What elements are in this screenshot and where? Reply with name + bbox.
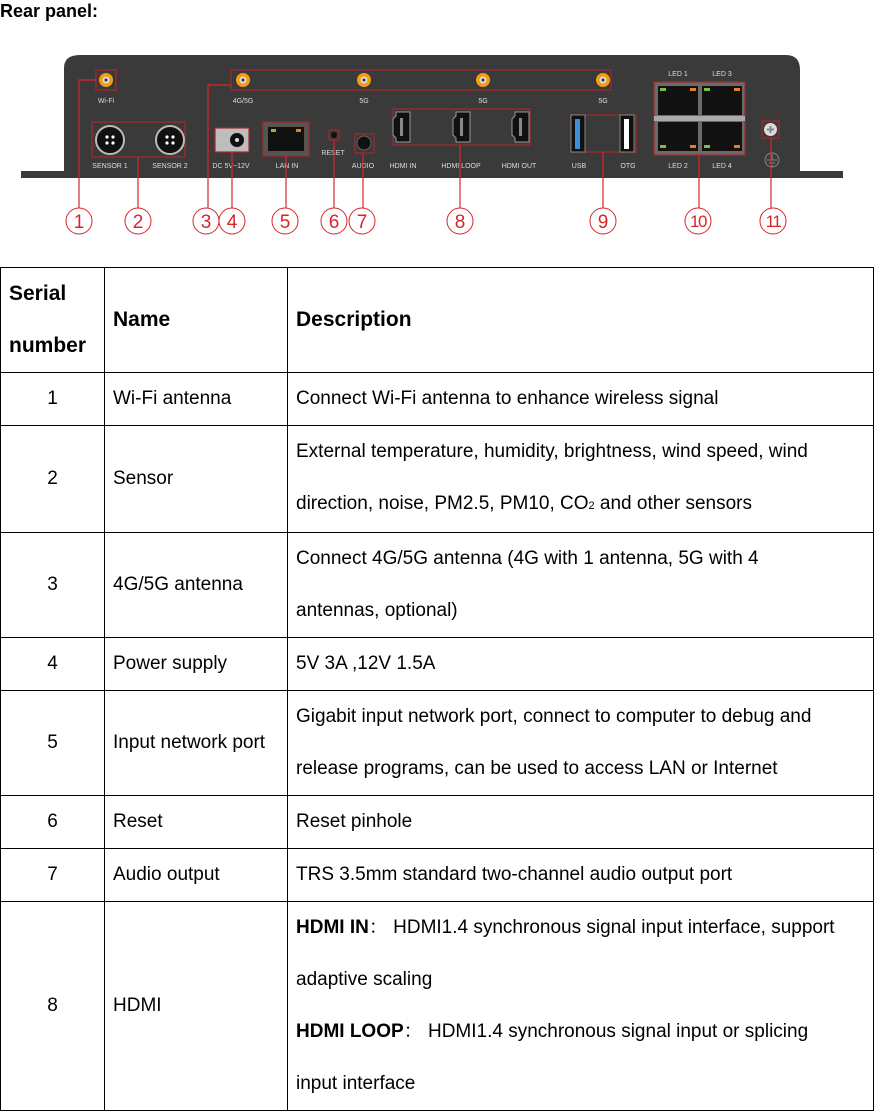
header-serial-number: Serial number [1,268,105,373]
otg-port-icon [620,115,634,152]
rear-panel-diagram [0,40,874,240]
label-led2: LED 2 [668,163,688,170]
lan-in-port-icon [263,122,309,156]
callout-1 [66,208,92,234]
antenna-5g-3-icon [596,73,610,87]
table-row [1,691,874,796]
section-title: Rear panel: [0,1,99,21]
label-otg: OTG [620,163,636,170]
cell-description: Connect 4G/5G antenna (4G with 1 antenna, 5G with 4 antennas, optional) [288,533,874,638]
cell-name: 4G/5G antenna [105,533,288,638]
header-name: Name [105,268,288,373]
table-row [1,638,874,691]
callout-8 [447,208,473,234]
cell-serial: 1 [1,373,105,426]
callout-11 [760,208,786,234]
sensor1-connector-icon [96,126,124,154]
antenna-5g-1-icon [357,73,371,87]
cell-serial: 5 [1,691,105,796]
header-description: Description [288,268,874,373]
label-sensor1: SENSOR 1 [92,163,128,170]
table-header-row [1,268,874,373]
label-5g-2: 5G [478,98,488,105]
cell-serial: 6 [1,796,105,849]
cell-name: Reset [105,796,288,849]
cell-name: HDMI [105,902,288,1111]
led-ports-icon [654,82,745,155]
svg-text:11: 11 [765,212,781,231]
label-5g-3: 5G [598,98,608,105]
callout-7 [349,208,375,234]
cell-name: Sensor [105,426,288,533]
antenna-4g5g-icon [236,73,250,87]
svg-text:10: 10 [690,212,706,231]
callout-4 [219,208,245,234]
hdmi-out-port-icon [512,112,529,142]
label-reset: RESET [321,150,345,157]
cell-name: Power supply [105,638,288,691]
label-sensor2: SENSOR 2 [152,163,188,170]
label-led1: LED 1 [668,71,688,78]
label-hdmi-out: HDMI OUT [501,163,537,170]
cell-description: HDMI IN： HDMI1.4 synchronous signal input interface, support adaptive scaling HDMI LOOP： HDMI1.4 synchronous signal input or splicing input interface [288,902,874,1111]
svg-text:4: 4 [226,212,238,233]
callout-6 [321,208,347,234]
antenna-5g-2-icon [476,73,490,87]
label-wifi: Wi-Fi [97,98,115,105]
cell-serial: 8 [1,902,105,1111]
table-row [1,902,874,1111]
callout-9 [590,208,616,234]
cell-description: TRS 3.5mm standard two-channel audio output port [288,849,874,902]
svg-text:1: 1 [73,212,85,233]
cell-description: Gigabit input network port, connect to computer to debug and release programs, can be used to access LAN or Internet [288,691,874,796]
hdmi-in-term: HDMI IN [296,917,369,938]
cell-serial: 2 [1,426,105,533]
cell-description: External temperature, humidity, brightness, wind speed, wind direction, noise, PM2.5, PM10, CO2 and other sensors [288,426,874,533]
label-5g-1: 5G [359,98,369,105]
svg-text:2: 2 [132,212,144,233]
label-led4: LED 4 [712,163,732,170]
svg-text:9: 9 [597,212,609,233]
svg-text:7: 7 [356,212,368,233]
table-row [1,533,874,638]
sensor2-connector-icon [156,126,184,154]
label-usb: USB [571,163,587,170]
label-led3: LED 3 [712,71,732,78]
rear-panel-spec-table [0,267,874,1111]
label-hdmi-in: HDMI IN [389,163,417,170]
callout-2 [125,208,151,234]
cell-name: Audio output [105,849,288,902]
cell-serial: 4 [1,638,105,691]
callout-5 [272,208,298,234]
rear-panel-svg [0,40,874,240]
cell-description: 5V 3A ,12V 1.5A [288,638,874,691]
cell-serial: 3 [1,533,105,638]
label-audio: AUDIO [351,163,375,170]
label-hdmi-loop: HDMI LOOP [441,163,481,170]
svg-text:8: 8 [454,212,466,233]
callout-10 [685,208,711,234]
label-lan-in: LAN IN [275,163,299,170]
svg-text:3: 3 [200,212,212,233]
table-row [1,796,874,849]
table-row [1,426,874,533]
usb-port-icon [571,115,585,152]
hdmi-in-port-icon [393,112,410,142]
cell-description: Reset pinhole [288,796,874,849]
cell-serial: 7 [1,849,105,902]
svg-text:6: 6 [328,212,340,233]
svg-text:5: 5 [279,212,291,233]
table-row [1,373,874,426]
cell-description: Connect Wi-Fi antenna to enhance wireless signal [288,373,874,426]
table-row [1,849,874,902]
label-dc: DC 5V~12V [212,163,250,170]
cell-name: Input network port [105,691,288,796]
callout-3 [193,208,219,234]
cell-name: Wi-Fi antenna [105,373,288,426]
hdmi-loop-port-icon [453,112,470,142]
dc-power-jack-icon [215,128,249,152]
label-4g5g: 4G/5G [232,98,254,105]
hdmi-loop-term: HDMI LOOP [296,1021,404,1042]
